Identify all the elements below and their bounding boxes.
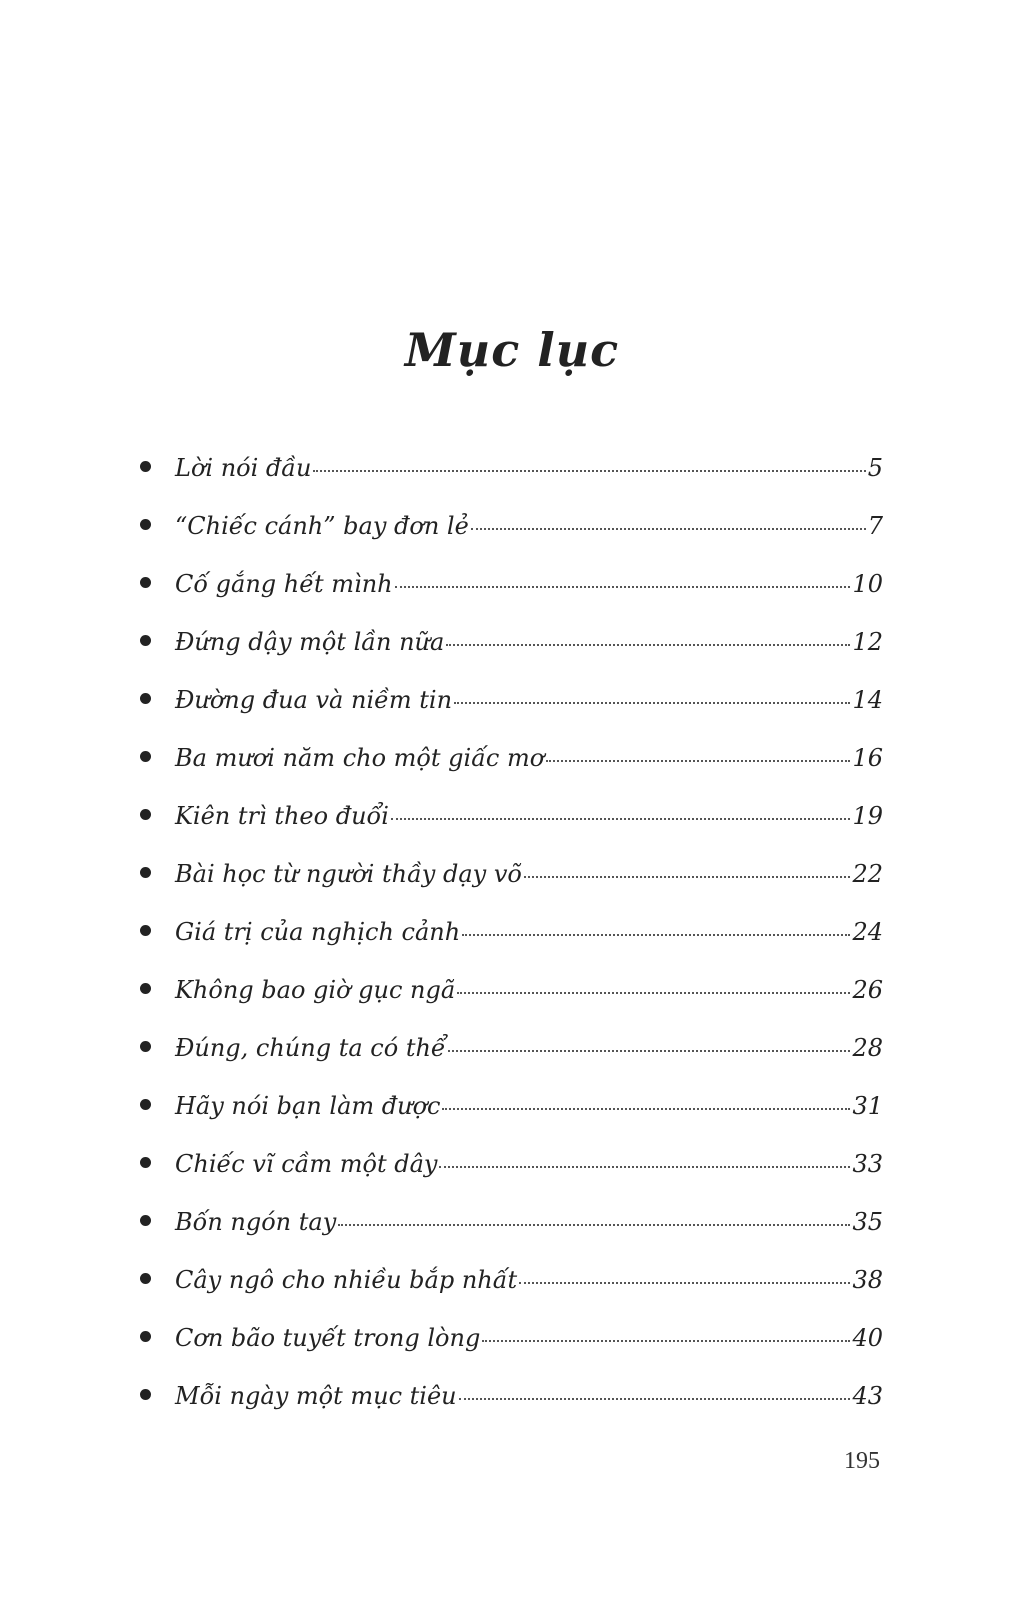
dot-leader xyxy=(442,1108,850,1110)
bullet-icon xyxy=(140,1331,151,1342)
toc-entry-title: Cơn bão tuyết trong lòng xyxy=(175,1324,481,1352)
dot-leader xyxy=(457,992,850,994)
toc-entry-title: Đúng, chúng ta có thể xyxy=(175,1034,446,1062)
dot-leader xyxy=(395,586,851,588)
toc-entry-title: Lời nói đầu xyxy=(175,454,312,482)
bullet-icon xyxy=(140,1099,151,1110)
bullet-icon xyxy=(140,1389,151,1400)
toc-entry-title: Đường đua và niềm tin xyxy=(175,686,453,714)
bullet-icon xyxy=(140,751,151,762)
dot-leader xyxy=(454,702,850,704)
toc-entry-title: Bài học từ người thầy dạy võ xyxy=(175,860,522,888)
toc-entry-page: 33 xyxy=(852,1150,883,1178)
dot-leader xyxy=(448,1050,851,1052)
toc-entry-title: “Chiếc cánh” bay đơn lẻ xyxy=(175,512,469,540)
toc-entry xyxy=(140,564,883,622)
dot-leader xyxy=(519,1282,850,1284)
toc-entry-title: Kiên trì theo đuổi xyxy=(175,802,389,830)
toc-entry xyxy=(140,1086,883,1144)
toc-entry-page: 26 xyxy=(852,976,883,1004)
toc-entry xyxy=(140,854,883,912)
toc-entry-page: 24 xyxy=(852,918,883,946)
toc-entry xyxy=(140,970,883,1028)
toc-entry xyxy=(140,680,883,738)
toc-entry-page: 35 xyxy=(852,1208,883,1236)
toc-entry-page: 22 xyxy=(852,860,883,888)
dot-leader xyxy=(446,644,850,646)
toc-entry-page: 38 xyxy=(852,1266,883,1294)
toc-entry xyxy=(140,1318,883,1376)
bullet-icon xyxy=(140,1157,151,1168)
toc-entry-page: 14 xyxy=(852,686,883,714)
toc-entry-title: Hãy nói bạn làm được xyxy=(175,1092,441,1120)
bullet-icon xyxy=(140,1215,151,1226)
toc-entry-page: 31 xyxy=(852,1092,883,1120)
toc-entry-page: 19 xyxy=(852,802,883,830)
toc-entry xyxy=(140,738,883,796)
dot-leader xyxy=(439,1166,850,1168)
bullet-icon xyxy=(140,519,151,530)
dot-leader xyxy=(462,934,850,936)
toc-entry-title: Đứng dậy một lần nữa xyxy=(175,628,445,656)
toc-entry-title: Không bao giờ gục ngã xyxy=(175,976,456,1004)
toc-entry xyxy=(140,1376,883,1434)
bullet-icon xyxy=(140,577,151,588)
toc-entry-title: Chiếc vĩ cầm một dây xyxy=(175,1150,438,1178)
toc-entry-title: Cây ngô cho nhiều bắp nhất xyxy=(175,1266,518,1294)
bullet-icon xyxy=(140,693,151,704)
toc-entry xyxy=(140,912,883,970)
toc-entry-page: 28 xyxy=(852,1034,883,1062)
page-number: 195 xyxy=(844,1448,880,1474)
toc-entry-page: 40 xyxy=(852,1324,883,1352)
toc-entry xyxy=(140,1028,883,1086)
dot-leader xyxy=(524,876,851,878)
toc-list xyxy=(140,448,883,1434)
bullet-icon xyxy=(140,635,151,646)
dot-leader xyxy=(338,1224,850,1226)
bullet-icon xyxy=(140,809,151,820)
dot-leader xyxy=(313,470,865,472)
toc-entry xyxy=(140,1144,883,1202)
toc-entry-page: 12 xyxy=(852,628,883,656)
bullet-icon xyxy=(140,1041,151,1052)
dot-leader xyxy=(482,1340,850,1342)
toc-entry-page: 43 xyxy=(852,1382,883,1410)
dot-leader xyxy=(471,528,866,530)
dot-leader xyxy=(391,818,851,820)
dot-leader xyxy=(459,1398,851,1400)
toc-entry-title: Giá trị của nghịch cảnh xyxy=(175,918,461,946)
toc-entry-page: 10 xyxy=(852,570,883,598)
toc-entry xyxy=(140,796,883,854)
toc-entry xyxy=(140,1260,883,1318)
toc-entry xyxy=(140,622,883,680)
toc-entry-title: Ba mươi năm cho một giấc mơ xyxy=(175,744,545,772)
toc-entry-page: 5 xyxy=(867,454,883,482)
bullet-icon xyxy=(140,983,151,994)
toc-entry xyxy=(140,506,883,564)
dot-leader xyxy=(546,760,850,762)
bullet-icon xyxy=(140,1273,151,1284)
page-title: Mục lục xyxy=(404,322,620,377)
bullet-icon xyxy=(140,925,151,936)
toc-entry-title: Bốn ngón tay xyxy=(175,1208,337,1236)
toc-entry xyxy=(140,448,883,506)
toc-entry xyxy=(140,1202,883,1260)
toc-entry-title: Cố gắng hết mình xyxy=(175,570,393,598)
bullet-icon xyxy=(140,867,151,878)
toc-entry-title: Mỗi ngày một mục tiêu xyxy=(175,1382,457,1410)
bullet-icon xyxy=(140,461,151,472)
toc-entry-page: 16 xyxy=(852,744,883,772)
toc-entry-page: 7 xyxy=(867,512,883,540)
